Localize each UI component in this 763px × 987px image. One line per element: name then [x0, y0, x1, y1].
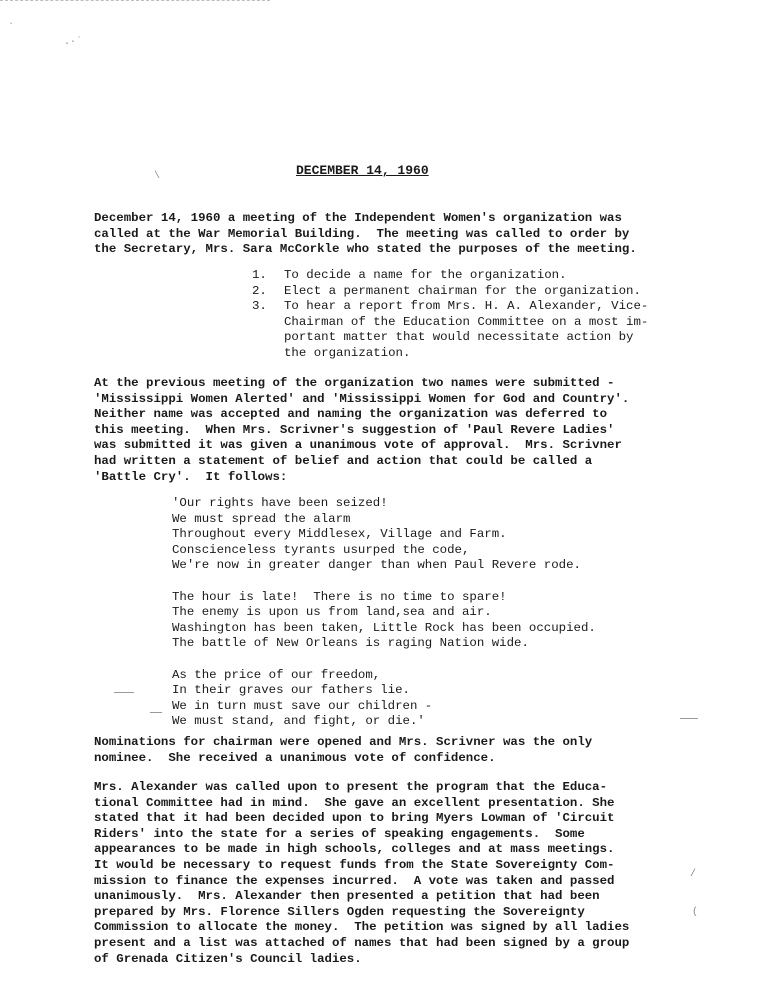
- poem-line: The enemy is upon us from land,sea and air.: [172, 605, 492, 620]
- text-line: the organization.: [284, 345, 411, 360]
- alexander-paragraph: [94, 780, 654, 967]
- text-line: present and a list was attached of names that had been signed by a group: [94, 935, 630, 950]
- text-line: had written a statement of belief and action that could be called a: [94, 453, 593, 468]
- text-line: To hear a report from Mrs. H. A. Alexander, Vice-: [284, 299, 649, 314]
- poem-line: As the price of our freedom,: [172, 667, 381, 682]
- text-line: 'Mississippi Women Alerted' and 'Mississippi Women for God and Country'.: [94, 391, 630, 406]
- poem-stanza: [172, 496, 632, 574]
- poem-line: In their graves our fathers lie.: [172, 683, 410, 698]
- text-line: Elect a permanent chairman for the organization.: [284, 283, 641, 298]
- text-line: stated that it had been decided upon to bring Myers Lowman of 'Circuit: [94, 811, 615, 826]
- poem-stanza: [172, 668, 632, 730]
- text-line: prepared by Mrs. Florence Sillers Ogden requesting the Sovereignty: [94, 904, 585, 919]
- text-line: Chairman of the Education Committee on a most im-: [284, 314, 649, 329]
- scan-speck: `: [8, 23, 15, 34]
- text-line: December 14, 1960 a meeting of the Independent Women's organization was: [94, 211, 622, 225]
- text-line: of Grenada Citizen's Council ladies.: [94, 951, 362, 966]
- previous-meeting-paragraph: [94, 376, 654, 485]
- text-line: portant matter that would necessitate action by: [284, 330, 634, 345]
- agenda-number: 3.: [252, 299, 267, 314]
- text-line: Commission to allocate the money. The petition was signed by all ladies: [94, 920, 630, 935]
- poem-line: We must stand, and fight, or die.': [172, 714, 425, 729]
- agenda-list: [252, 268, 662, 362]
- nominations-paragraph: [94, 735, 654, 766]
- text-line: this meeting. When Mrs. Scrivner's suggestion of 'Paul Revere Ladies': [94, 422, 615, 437]
- scan-speck: .·˙: [64, 37, 83, 48]
- scan-speck: (: [692, 907, 699, 918]
- poem-line: We in turn must save our children -: [172, 698, 433, 713]
- text-line: 'Battle Cry'. It follows:: [94, 469, 288, 484]
- intro-paragraph: [94, 211, 654, 258]
- text-line: Mrs. Alexander was called upon to present the program that the Educa-: [94, 780, 608, 794]
- text-line: To decide a name for the organization.: [284, 268, 567, 282]
- agenda-item: [252, 299, 662, 361]
- poem-line: The battle of New Orleans is raging Nation wide.: [172, 636, 529, 651]
- poem-line: Conscienceless tyrants usurped the code,: [172, 542, 470, 557]
- scan-mark: [114, 692, 134, 693]
- agenda-number: 2.: [252, 283, 267, 298]
- agenda-item: [252, 268, 662, 284]
- poem-line: The hour is late! There is no time to spare!: [172, 589, 507, 604]
- text-line: Neither name was accepted and naming the organization was deferred to: [94, 407, 608, 422]
- text-line: Nominations for chairman were opened and Mrs. Scrivner was the only: [94, 735, 593, 749]
- battle-cry-poem: [172, 496, 632, 746]
- poem-line: Washington has been taken, Little Rock has been occupied.: [172, 620, 596, 635]
- text-line: appearances to be made in high schools, colleges and at mass meetings.: [94, 842, 615, 857]
- poem-line: Throughout every Middlesex, Village and Farm.: [172, 527, 507, 542]
- scan-mark: [680, 718, 698, 719]
- text-line: called at the War Memorial Building. The meeting was called to order by: [94, 226, 630, 241]
- text-line: was submitted it was given a unanimous vote of approval. Mrs. Scrivner: [94, 438, 622, 453]
- text-line: At the previous meeting of the organization two names were submitted -: [94, 376, 615, 390]
- poem-line: We're now in greater danger than when Paul Revere rode.: [172, 558, 581, 573]
- poem-stanza: [172, 590, 632, 652]
- text-line: nominee. She received a unanimous vote of confidence.: [94, 750, 496, 765]
- scan-mark: [150, 712, 162, 713]
- poem-line: 'Our rights have been seized!: [172, 496, 388, 510]
- scan-speck: /: [690, 869, 697, 880]
- poem-line: We must spread the alarm: [172, 511, 351, 526]
- agenda-item: [252, 284, 662, 300]
- agenda-number: 1.: [252, 268, 267, 282]
- scan-speck: \: [154, 171, 161, 182]
- text-line: tional Committee had in mind. She gave an excellent presentation. She: [94, 795, 615, 810]
- document-title: DECEMBER 14, 1960: [296, 163, 429, 178]
- text-line: mission to finance the expenses incurred. A vote was taken and passed: [94, 873, 615, 888]
- text-line: unanimously. Mrs. Alexander then presented a petition that had been: [94, 889, 600, 904]
- top-dashed-border: [0, 0, 270, 1]
- text-line: Riders' into the state for a series of speaking engagements. Some: [94, 826, 585, 841]
- text-line: It would be necessary to request funds from the State Sovereignty Com-: [94, 857, 615, 872]
- text-line: the Secretary, Mrs. Sara McCorkle who stated the purposes of the meeting.: [94, 242, 637, 257]
